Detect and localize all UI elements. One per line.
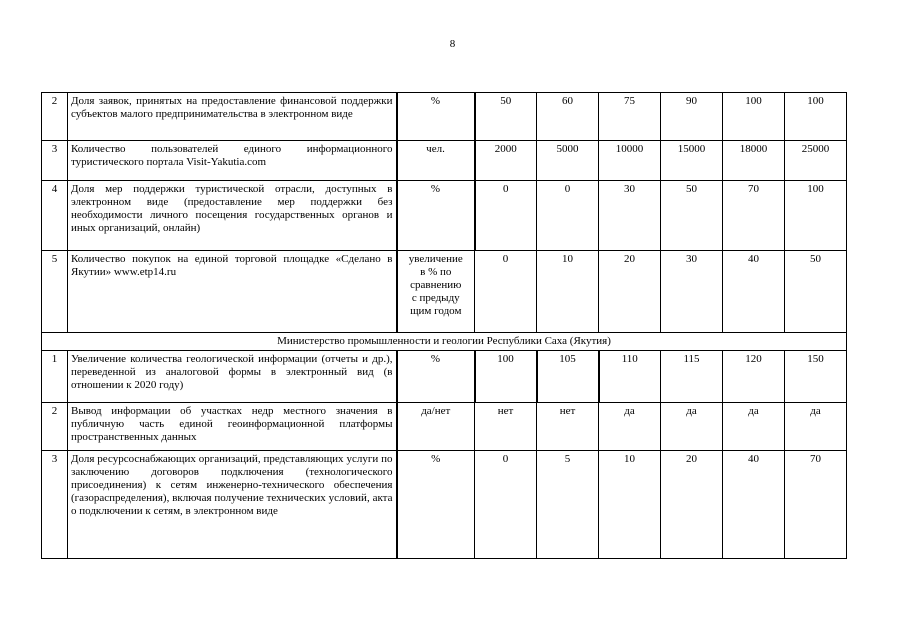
value-cell: 100 [785, 181, 847, 251]
table-row [42, 93, 847, 141]
indicator-description: Доля мер поддержки туристической отрасли, доступных в электронном виде (предоставление мер поддержки без необходимости личного посещения государственных органов и иных организаций, онлайн) [68, 181, 397, 251]
value-cell: да [661, 403, 723, 451]
value-cell: 100 [475, 351, 537, 403]
value-cell: 30 [661, 251, 723, 333]
value-cell: 18000 [723, 141, 785, 181]
value-cell: да [785, 403, 847, 451]
unit-line: в % по [420, 266, 452, 278]
table-row [42, 181, 847, 251]
indicator-description: Увеличение количества геологической информации (отчеты и др.), переведенной из аналоговой формы в электронный вид (в отношении к 2020 году) [68, 351, 397, 403]
value-cell: 10000 [599, 141, 661, 181]
value-cell: 0 [475, 251, 537, 333]
unit-cell: чел. [397, 141, 475, 181]
row-number: 5 [42, 251, 68, 333]
value-cell: 15000 [661, 141, 723, 181]
value-cell: нет [475, 403, 537, 451]
unit-cell: % [397, 351, 475, 403]
value-cell: 40 [723, 251, 785, 333]
value-cell: 70 [785, 451, 847, 559]
value-cell: 115 [661, 351, 723, 403]
value-cell: 100 [785, 93, 847, 141]
unit-cell: да/нет [397, 403, 475, 451]
value-cell: 2000 [475, 141, 537, 181]
section-row [42, 333, 847, 351]
value-cell: нет [537, 403, 599, 451]
value-cell: 10 [599, 451, 661, 559]
table-row [42, 451, 847, 559]
value-cell: 150 [785, 351, 847, 403]
value-cell: да [599, 403, 661, 451]
row-number: 2 [42, 403, 68, 451]
table-row [42, 141, 847, 181]
value-cell: 105 [537, 351, 599, 403]
value-cell: 120 [723, 351, 785, 403]
value-cell: 20 [661, 451, 723, 559]
unit-cell [397, 251, 475, 333]
value-cell: 50 [661, 181, 723, 251]
row-number: 3 [42, 451, 68, 559]
row-number: 3 [42, 141, 68, 181]
unit-line: сравнению [410, 279, 462, 291]
section-heading: Министерство промышленности и геологии Республики Саха (Якутия) [42, 333, 847, 351]
value-cell: 0 [475, 451, 537, 559]
indicator-description: Количество пользователей единого информационного туристического портала Visit-Yakutia.com [68, 141, 397, 181]
value-cell: 50 [475, 93, 537, 141]
row-number: 1 [42, 351, 68, 403]
indicator-description: Количество покупок на единой торговой площадке «Сделано в Якутии» www.etp14.ru [68, 251, 397, 333]
row-number: 4 [42, 181, 68, 251]
unit-cell: % [397, 93, 475, 141]
value-cell: 30 [599, 181, 661, 251]
value-cell: 70 [723, 181, 785, 251]
value-cell: 110 [599, 351, 661, 403]
value-cell: 90 [661, 93, 723, 141]
value-cell: 25000 [785, 141, 847, 181]
table-row [42, 251, 847, 333]
indicator-description: Доля ресурсоснабжающих организаций, представляющих услуги по заключению договоров подключения (технологического присоединения) к сетям инженерно-технического обеспечения (газораспределения), включая получение технических условий, акта о подключении к сетям, в электронном виде [68, 451, 397, 559]
indicator-description: Вывод информации об участках недр местного значения в публичную часть единой геоинформационной платформы пространственных данных [68, 403, 397, 451]
unit-cell: % [397, 451, 475, 559]
unit-cell: % [397, 181, 475, 251]
value-cell: 75 [599, 93, 661, 141]
unit-line: с предыду [411, 292, 460, 304]
value-cell: 10 [537, 251, 599, 333]
indicators-table [41, 92, 847, 559]
page-number: 8 [449, 38, 456, 50]
value-cell: да [723, 403, 785, 451]
unit-line: увеличение [408, 253, 463, 265]
value-cell: 0 [475, 181, 537, 251]
value-cell: 100 [723, 93, 785, 141]
table-row [42, 403, 847, 451]
value-cell: 60 [537, 93, 599, 141]
value-cell: 40 [723, 451, 785, 559]
row-number: 2 [42, 93, 68, 141]
indicator-description: Доля заявок, принятых на предоставление финансовой поддержки субъектов малого предпринимательства в электронном виде [68, 93, 397, 141]
value-cell: 5000 [537, 141, 599, 181]
value-cell: 5 [537, 451, 599, 559]
table-row [42, 351, 847, 403]
unit-line: щим годом [410, 305, 462, 317]
value-cell: 0 [537, 181, 599, 251]
value-cell: 20 [599, 251, 661, 333]
value-cell: 50 [785, 251, 847, 333]
